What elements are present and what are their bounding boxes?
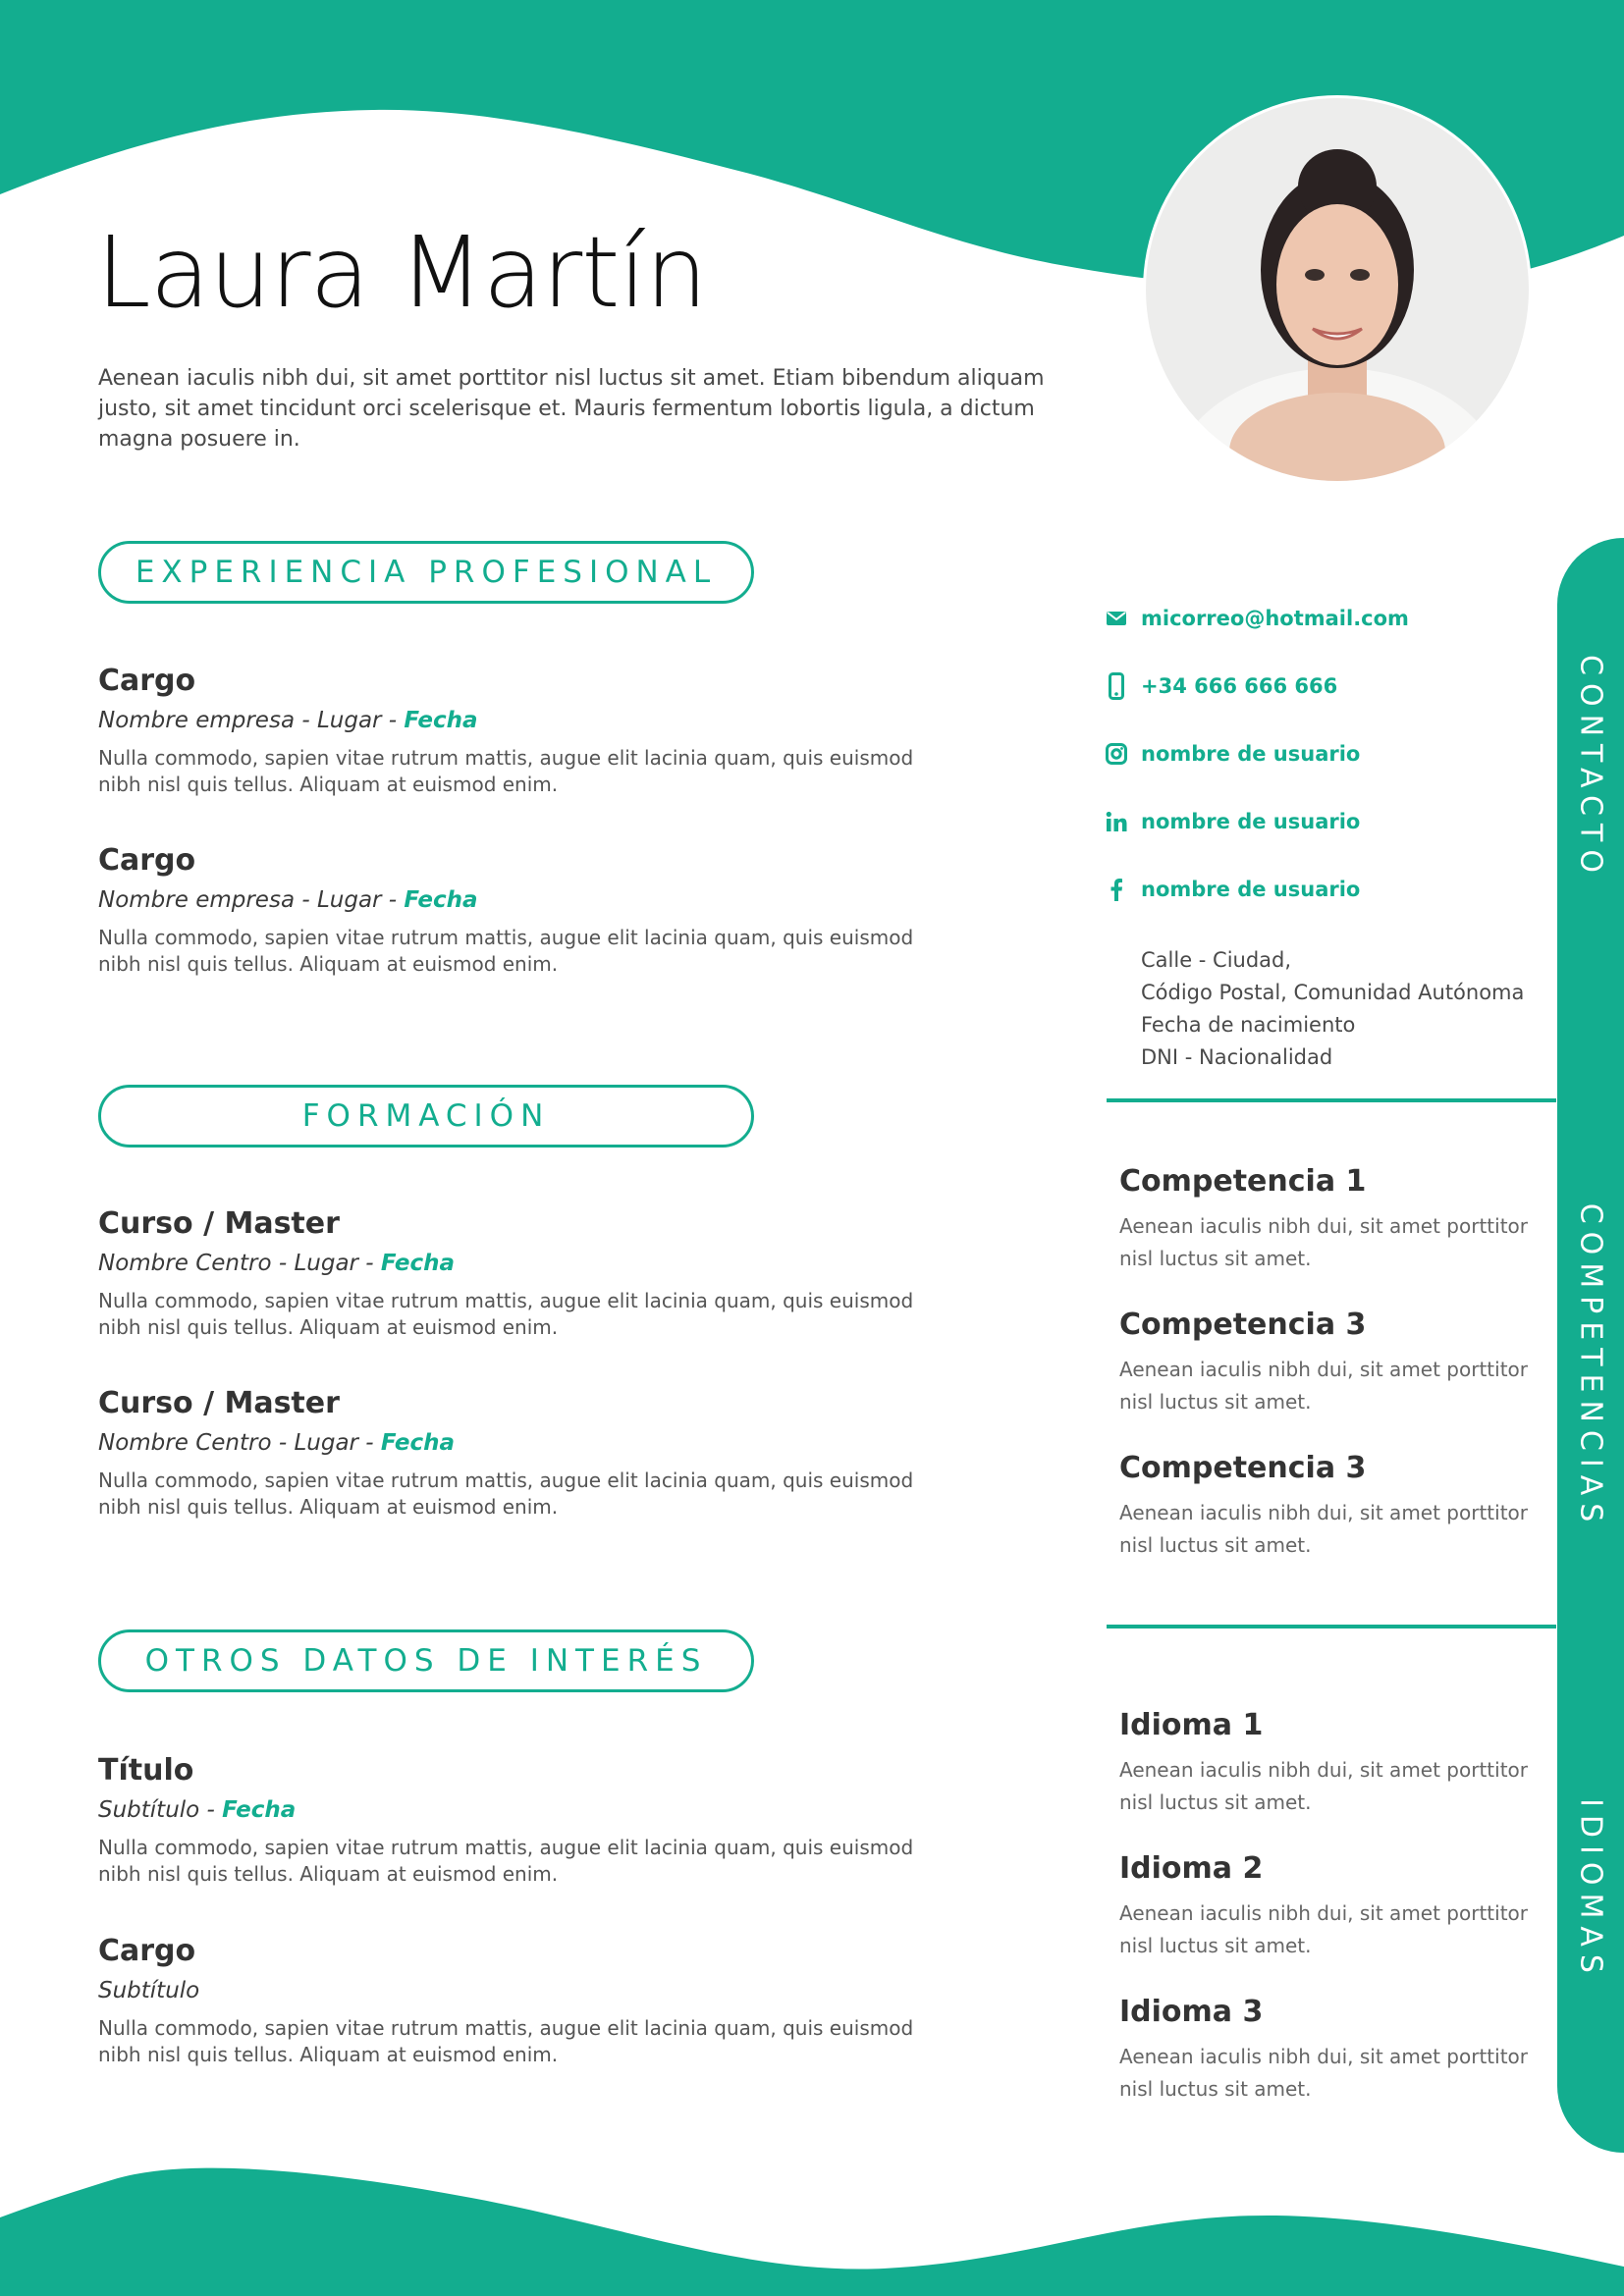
experience-entry — [98, 664, 982, 798]
avatar-illustration — [1146, 98, 1529, 481]
entry-title: Curso / Master — [98, 1386, 340, 1420]
skill-item — [1119, 1451, 1542, 1562]
contact-phone[interactable] — [1106, 672, 1337, 700]
skill-item — [1119, 1164, 1542, 1275]
vertical-label-skills: COMPETENCIAS — [1573, 1202, 1608, 1530]
language-description: Aenean iaculis nibh dui, sit amet porttitor nisl luctus sit amet. — [1119, 1758, 1528, 1814]
other-entry — [98, 1753, 982, 1888]
phone-text: +34 666 666 666 — [1141, 674, 1338, 698]
footer-wave — [0, 2100, 1624, 2296]
divider — [1107, 1625, 1556, 1629]
entry-title: Título — [98, 1753, 194, 1788]
phone-icon — [1106, 672, 1127, 700]
entry-subtitle: Subtítulo - Fecha — [98, 1797, 297, 1823]
facebook-icon — [1106, 876, 1127, 903]
intro-text: Aenean iaculis nibh dui, sit amet porttitor nisl luctus sit amet. Etiam bibendum aliquam justo, sit amet tincidunt orci scelerisque et. Mauris fermentum lobortis ligula, a dictum magna posuere in. — [98, 366, 1045, 452]
education-entry — [98, 1206, 982, 1341]
experience-entry — [98, 843, 982, 978]
language-item — [1119, 1851, 1542, 1962]
entry-description: Nulla commodo, sapien vitae rutrum mattis, augue elit lacinia quam, quis euismod nibh nisl quis tellus. Aliquam at euismod enim. — [98, 746, 914, 796]
entry-title: Cargo — [98, 1934, 196, 1968]
instagram-text: nombre de usuario — [1141, 742, 1361, 766]
skill-item — [1119, 1308, 1542, 1418]
skill-title: Competencia 3 — [1119, 1308, 1367, 1342]
section-title-experience: EXPERIENCIA PROFESIONAL — [98, 541, 754, 604]
facebook-text: nombre de usuario — [1141, 878, 1361, 901]
section-title-education: FORMACIÓN — [98, 1085, 754, 1148]
skill-description: Aenean iaculis nibh dui, sit amet porttitor nisl luctus sit amet. — [1119, 1214, 1528, 1270]
full-name: Laura Martín — [96, 215, 707, 330]
divider — [1107, 1098, 1556, 1102]
language-item — [1119, 1995, 1542, 2106]
entry-subtitle: Nombre Centro - Lugar - Fecha — [98, 1251, 455, 1276]
language-item — [1119, 1708, 1542, 1819]
entry-subtitle: Nombre empresa - Lugar - Fecha — [98, 708, 478, 733]
contact-instagram[interactable] — [1106, 740, 1360, 768]
address-block — [1141, 944, 1524, 1074]
language-description: Aenean iaculis nibh dui, sit amet porttitor nisl luctus sit amet. — [1119, 1901, 1528, 1957]
entry-subtitle: Nombre empresa - Lugar - Fecha — [98, 887, 478, 913]
address-line: Fecha de nacimiento — [1141, 1013, 1356, 1037]
entry-description: Nulla commodo, sapien vitae rutrum mattis, augue elit lacinia quam, quis euismod nibh nisl quis tellus. Aliquam at euismod enim. — [98, 1836, 914, 1886]
entry-description: Nulla commodo, sapien vitae rutrum mattis, augue elit lacinia quam, quis euismod nibh nisl quis tellus. Aliquam at euismod enim. — [98, 1289, 914, 1339]
address-line: DNI - Nacionalidad — [1141, 1045, 1333, 1069]
language-title: Idioma 3 — [1119, 1995, 1264, 2029]
contact-facebook[interactable] — [1106, 876, 1360, 903]
entry-date: Fecha — [380, 1430, 455, 1456]
entry-subtitle: Nombre Centro - Lugar - Fecha — [98, 1430, 455, 1456]
entry-date: Fecha — [404, 708, 478, 733]
entry-date: Fecha — [380, 1251, 455, 1276]
language-title: Idioma 2 — [1119, 1851, 1264, 1886]
entry-description: Nulla commodo, sapien vitae rutrum mattis, augue elit lacinia quam, quis euismod nibh nisl quis tellus. Aliquam at euismod enim. — [98, 2016, 914, 2066]
address-line: Calle - Ciudad, — [1141, 948, 1292, 972]
profile-photo — [1146, 98, 1529, 481]
entry-date: Fecha — [222, 1797, 297, 1823]
entry-description: Nulla commodo, sapien vitae rutrum mattis, augue elit lacinia quam, quis euismod nibh nisl quis tellus. Aliquam at euismod enim. — [98, 926, 914, 976]
entry-title: Cargo — [98, 843, 196, 878]
skill-description: Aenean iaculis nibh dui, sit amet porttitor nisl luctus sit amet. — [1119, 1358, 1528, 1414]
skill-description: Aenean iaculis nibh dui, sit amet porttitor nisl luctus sit amet. — [1119, 1501, 1528, 1557]
language-title: Idioma 1 — [1119, 1708, 1264, 1742]
entry-title: Cargo — [98, 664, 196, 698]
entry-title: Curso / Master — [98, 1206, 340, 1241]
contact-email[interactable] — [1106, 605, 1409, 632]
vertical-label-languages: IDIOMAS — [1573, 1798, 1608, 1981]
contact-linkedin[interactable] — [1106, 808, 1360, 835]
linkedin-text: nombre de usuario — [1141, 810, 1361, 833]
skill-title: Competencia 3 — [1119, 1451, 1367, 1485]
language-description: Aenean iaculis nibh dui, sit amet porttitor nisl luctus sit amet. — [1119, 2045, 1528, 2101]
mail-icon — [1106, 605, 1127, 632]
education-entry — [98, 1386, 982, 1521]
entry-description: Nulla commodo, sapien vitae rutrum mattis, augue elit lacinia quam, quis euismod nibh nisl quis tellus. Aliquam at euismod enim. — [98, 1468, 914, 1519]
skill-title: Competencia 1 — [1119, 1164, 1367, 1199]
entry-date: Fecha — [404, 887, 478, 913]
linkedin-icon — [1106, 808, 1127, 835]
instagram-icon — [1106, 740, 1127, 768]
address-line: Código Postal, Comunidad Autónoma — [1141, 981, 1525, 1004]
email-text: micorreo@hotmail.com — [1141, 607, 1409, 630]
section-title-other: OTROS DATOS DE INTERÉS — [98, 1629, 754, 1692]
other-entry — [98, 1934, 982, 2068]
entry-subtitle: Subtítulo — [98, 1978, 200, 2003]
vertical-label-contact: CONTACTO — [1573, 655, 1608, 881]
